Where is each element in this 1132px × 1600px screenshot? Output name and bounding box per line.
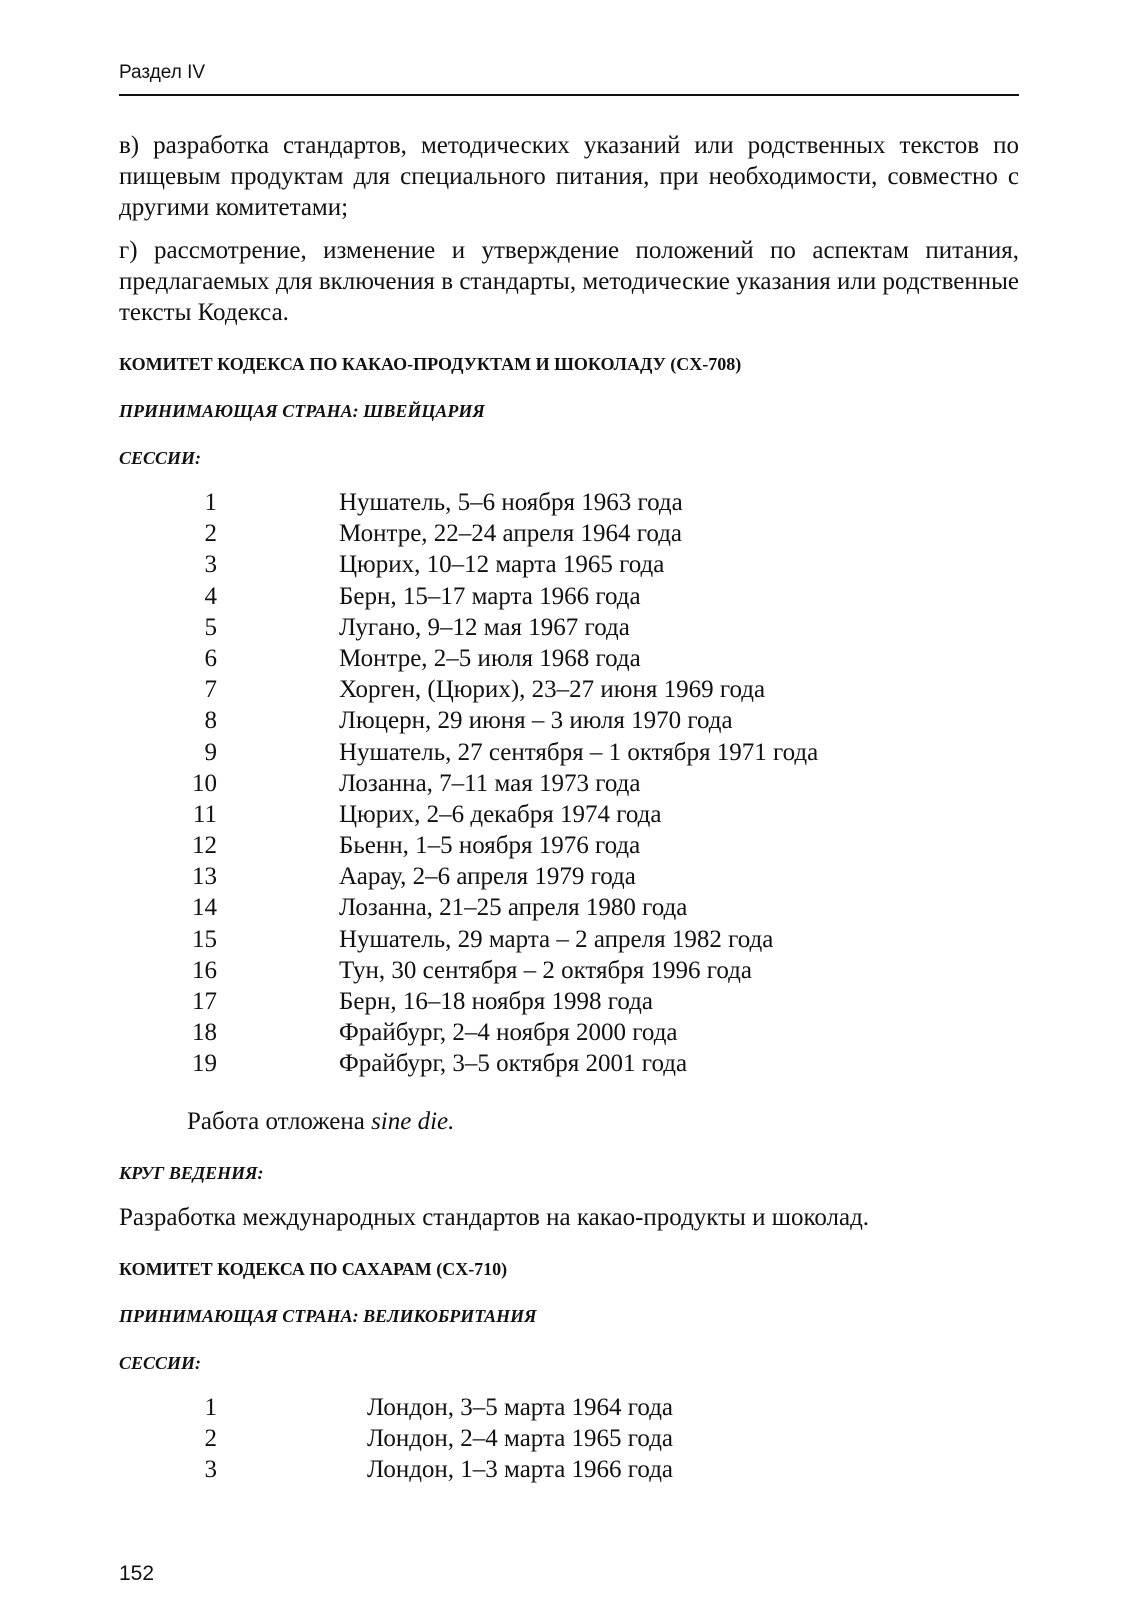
sessions-label-sugars: СЕССИИ:	[119, 1352, 202, 1373]
session-list-sugars	[119, 1392, 1019, 1486]
session-number: 15	[192, 925, 217, 953]
remit-label-cocoa: КРУГ ВЕДЕНИЯ:	[119, 1162, 264, 1183]
session-place-date: Нушатель, 27 сентября – 1 октября 1971 года	[339, 738, 819, 766]
session-row	[119, 986, 1019, 1017]
session-place-date: Аарау, 2–6 апреля 1979 года	[339, 863, 636, 891]
session-place-date: Нушатель, 5–6 ноября 1963 года	[339, 489, 683, 516]
session-number: 9	[204, 738, 217, 766]
session-place-date: Лондон, 3–5 марта 1964 года	[367, 1393, 674, 1421]
session-number: 1	[204, 1393, 217, 1421]
session-place-date: Берн, 15–17 марта 1966 года	[339, 582, 641, 610]
session-number: 1	[204, 489, 217, 516]
session-row	[119, 799, 1019, 830]
session-number: 7	[204, 676, 217, 704]
session-place-date: Монтре, 22–24 апреля 1964 года	[339, 520, 683, 548]
paragraph-g: г) рассмотрение, изменение и утверждение положений по аспектам питания, предлагаемых для включения в стандарты, методические указания или родственные тексты Кодекса.	[119, 237, 1019, 326]
session-row	[119, 612, 1019, 643]
session-place-date: Фрайбург, 3–5 октября 2001 года	[339, 1050, 688, 1078]
session-row	[119, 1017, 1019, 1048]
note-text: Работа отложена	[187, 1107, 372, 1135]
header-rule	[119, 94, 1019, 96]
page-content	[119, 130, 1019, 1485]
session-row	[119, 737, 1019, 768]
adjourned-note	[187, 1106, 1019, 1137]
session-number: 16	[192, 956, 217, 984]
remit-text-cocoa: Разработка международных стандартов на какао-продукты и шоколад.	[119, 1203, 870, 1231]
sessions-label-cocoa: СЕССИИ:	[119, 448, 202, 468]
session-place-date: Люцерн, 29 июня – 3 июля 1970 года	[339, 707, 733, 735]
session-place-date: Фрайбург, 2–4 ноября 2000 года	[339, 1019, 678, 1047]
session-row	[119, 892, 1019, 923]
session-row	[119, 924, 1019, 955]
session-number: 10	[192, 769, 217, 797]
session-number: 3	[204, 551, 217, 579]
page-number: 152	[119, 1562, 155, 1585]
host-country-cocoa: ПРИНИМАЮЩАЯ СТРАНА: ШВЕЙЦАРИЯ	[119, 401, 485, 421]
session-number: 18	[192, 1019, 217, 1047]
session-number: 8	[204, 707, 217, 735]
session-row	[119, 1048, 1019, 1079]
session-place-date: Лозанна, 21–25 апреля 1980 года	[339, 894, 688, 922]
session-place-date: Нушатель, 29 марта – 2 апреля 1982 года	[339, 925, 774, 953]
session-number: 3	[204, 1455, 217, 1483]
session-number: 5	[204, 613, 217, 641]
committee-title-sugars: КОМИТЕТ КОДЕКСА ПО САХАРАМ (CX-710)	[119, 1258, 508, 1279]
session-row	[119, 768, 1019, 799]
session-place-date: Бьенн, 1–5 ноября 1976 года	[339, 832, 641, 860]
session-row	[119, 1423, 1019, 1454]
note-latin: sine die.	[371, 1107, 455, 1135]
session-number: 2	[204, 520, 217, 548]
session-number: 2	[204, 1424, 217, 1452]
session-row	[119, 581, 1019, 612]
session-place-date: Берн, 16–18 ноября 1998 года	[339, 988, 653, 1015]
session-place-date: Лозанна, 7–11 мая 1973 года	[339, 769, 641, 797]
session-list-cocoa	[119, 487, 1019, 1080]
session-number: 11	[192, 800, 217, 828]
session-row	[119, 705, 1019, 736]
session-number: 4	[204, 582, 217, 610]
session-row	[119, 549, 1019, 580]
session-place-date: Тун, 30 сентября – 2 октября 1996 года	[339, 956, 752, 984]
session-row	[119, 861, 1019, 892]
host-country-sugars: ПРИНИМАЮЩАЯ СТРАНА: ВЕЛИКОБРИТАНИЯ	[119, 1305, 537, 1326]
session-place-date: Лондон, 1–3 марта 1966 года	[367, 1455, 674, 1483]
session-number: 13	[192, 863, 217, 891]
session-row	[119, 1454, 1019, 1485]
session-row	[119, 643, 1019, 674]
paragraph-v: в) разработка стандартов, методических указаний или родственных текстов по пищевым продуктам для специального питания, при необходимости, совместно с другими комитетами;	[119, 132, 1019, 221]
session-row	[119, 1392, 1019, 1423]
session-number: 19	[192, 1050, 217, 1078]
session-number: 17	[192, 988, 217, 1015]
session-row	[119, 487, 1019, 518]
document-page	[119, 0, 1019, 1600]
session-row	[119, 518, 1019, 549]
session-row	[119, 674, 1019, 705]
session-place-date: Цюрих, 2–6 декабря 1974 года	[339, 800, 662, 828]
session-row	[119, 955, 1019, 986]
session-place-date: Лугано, 9–12 мая 1967 года	[339, 613, 630, 641]
session-place-date: Цюрих, 10–12 марта 1965 года	[339, 551, 665, 579]
running-head: Раздел IV	[119, 62, 206, 83]
session-number: 6	[204, 644, 217, 672]
session-number: 14	[192, 894, 217, 922]
session-place-date: Монтре, 2–5 июля 1968 года	[339, 644, 641, 672]
session-place-date: Хорген, (Цюрих), 23–27 июня 1969 года	[339, 676, 766, 704]
session-row	[119, 830, 1019, 861]
session-number: 12	[192, 832, 217, 860]
committee-title-cocoa: КОМИТЕТ КОДЕКСА ПО КАКАО-ПРОДУКТАМ И ШОКОЛАДУ (CX-708)	[119, 354, 742, 374]
session-place-date: Лондон, 2–4 марта 1965 года	[367, 1424, 674, 1452]
